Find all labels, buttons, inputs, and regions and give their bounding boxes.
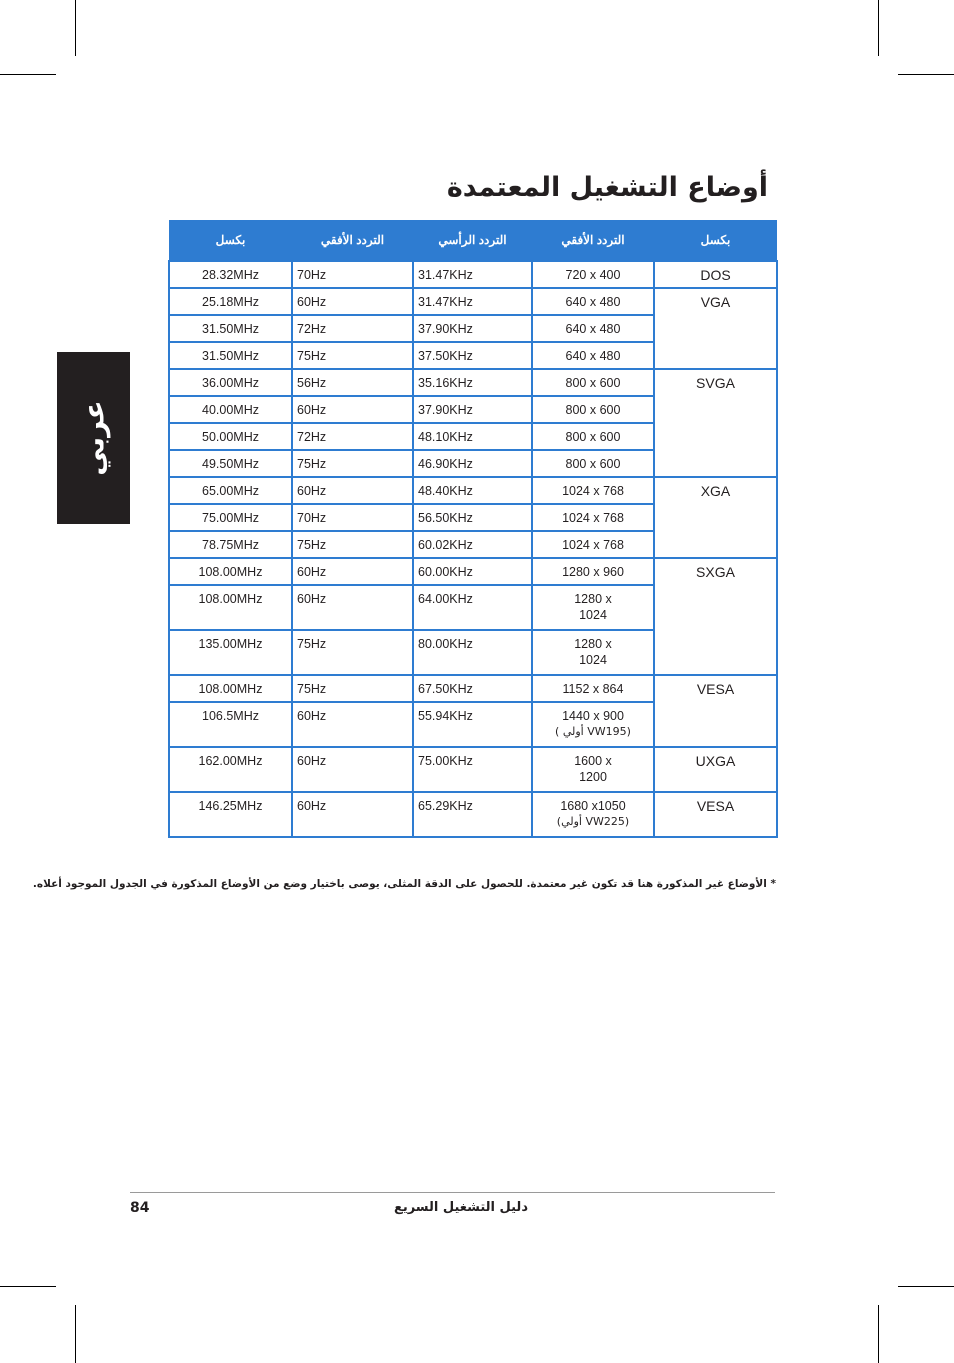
vertical-freq-cell: 60Hz xyxy=(292,747,413,792)
resolution-text: 1280 x 1024 xyxy=(574,637,612,667)
pixel-clock-cell: 106.5MHz xyxy=(169,702,292,747)
header-cell: بكسل xyxy=(169,220,292,261)
resolution-cell: 800 x 600 xyxy=(532,423,654,450)
resolution-text: 1440 x 900 xyxy=(562,709,624,723)
resolution-text: 1280 x 1024 xyxy=(574,592,612,622)
pixel-clock-cell: 40.00MHz xyxy=(169,396,292,423)
crop-mark xyxy=(878,0,879,56)
resolution-cell xyxy=(532,702,654,747)
horizontal-freq-cell: 37.90KHz xyxy=(413,396,532,423)
pixel-clock-cell: 78.75MHz xyxy=(169,531,292,558)
vertical-freq-cell: 75Hz xyxy=(292,342,413,369)
vertical-freq-cell: 75Hz xyxy=(292,675,413,702)
vertical-freq-cell: 60Hz xyxy=(292,585,413,630)
mode-cell: SVGA xyxy=(654,369,777,477)
pixel-clock-cell: 135.00MHz xyxy=(169,630,292,675)
horizontal-freq-cell: 65.29KHz xyxy=(413,792,532,837)
table-row xyxy=(169,369,777,396)
vertical-freq-cell: 60Hz xyxy=(292,558,413,585)
pixel-clock-cell: 25.18MHz xyxy=(169,288,292,315)
table-row xyxy=(169,288,777,315)
header-cell: بكسل xyxy=(654,220,777,261)
vertical-freq-cell: 60Hz xyxy=(292,792,413,837)
header-cell: التردد الأفقي xyxy=(532,220,654,261)
footnote: * الأوضاع غير المذكورة هنا قد تكون غير معتمدة. للحصول على الدقة المثلى، يوصى باختيار وضع من الأوضاع المذكورة في الجدول الموجود أعلاه. xyxy=(32,878,776,890)
vertical-freq-cell: 75Hz xyxy=(292,450,413,477)
crop-mark xyxy=(0,1286,56,1287)
pixel-clock-cell: 28.32MHz xyxy=(169,261,292,288)
display-modes-table xyxy=(168,220,778,838)
vertical-freq-cell: 60Hz xyxy=(292,477,413,504)
pixel-clock-cell: 50.00MHz xyxy=(169,423,292,450)
footer-title: دليل التشغيل السريع xyxy=(393,1200,528,1215)
mode-cell: VESA xyxy=(654,792,777,837)
resolution-cell: 640 x 480 xyxy=(532,288,654,315)
pixel-clock-cell: 162.00MHz xyxy=(169,747,292,792)
resolution-cell: 640 x 480 xyxy=(532,315,654,342)
horizontal-freq-cell: 56.50KHz xyxy=(413,504,532,531)
horizontal-freq-cell: 60.02KHz xyxy=(413,531,532,558)
resolution-cell xyxy=(532,747,654,792)
horizontal-freq-cell: 55.94KHz xyxy=(413,702,532,747)
resolution-cell: 1024 x 768 xyxy=(532,477,654,504)
pixel-clock-cell: 31.50MHz xyxy=(169,342,292,369)
pixel-clock-cell: 146.25MHz xyxy=(169,792,292,837)
crop-mark xyxy=(0,74,56,75)
pixel-clock-cell: 108.00MHz xyxy=(169,585,292,630)
horizontal-freq-cell: 64.00KHz xyxy=(413,585,532,630)
crop-mark xyxy=(878,1305,879,1363)
resolution-cell: 800 x 600 xyxy=(532,450,654,477)
mode-cell: SXGA xyxy=(654,558,777,675)
horizontal-freq-cell: 31.47KHz xyxy=(413,288,532,315)
resolution-text: 1680 x1050 xyxy=(560,799,626,813)
table-header-row xyxy=(169,220,777,261)
footer-divider xyxy=(130,1192,775,1193)
vertical-freq-cell: 60Hz xyxy=(292,396,413,423)
resolution-cell: 720 x 400 xyxy=(532,261,654,288)
table-row xyxy=(169,261,777,288)
resolution-text: 1600 x 1200 xyxy=(574,754,612,784)
vertical-freq-cell: 60Hz xyxy=(292,288,413,315)
pixel-clock-cell: 108.00MHz xyxy=(169,675,292,702)
table-row xyxy=(169,675,777,702)
resolution-cell xyxy=(532,792,654,837)
vertical-freq-cell: 72Hz xyxy=(292,315,413,342)
crop-mark xyxy=(75,1305,76,1363)
horizontal-freq-cell: 37.50KHz xyxy=(413,342,532,369)
horizontal-freq-cell: 80.00KHz xyxy=(413,630,532,675)
header-cell: التردد الأفقي xyxy=(292,220,413,261)
pixel-clock-cell: 36.00MHz xyxy=(169,369,292,396)
page-title: أوضاع التشغيل المعتمدة xyxy=(446,172,768,203)
table-row xyxy=(169,558,777,585)
mode-cell: DOS xyxy=(654,261,777,288)
pixel-clock-cell: 65.00MHz xyxy=(169,477,292,504)
horizontal-freq-cell: 46.90KHz xyxy=(413,450,532,477)
horizontal-freq-cell: 60.00KHz xyxy=(413,558,532,585)
horizontal-freq-cell: 37.90KHz xyxy=(413,315,532,342)
language-tab xyxy=(57,352,130,524)
vertical-freq-cell: 70Hz xyxy=(292,261,413,288)
resolution-cell: 640 x 480 xyxy=(532,342,654,369)
crop-mark xyxy=(75,0,76,56)
horizontal-freq-cell: 31.47KHz xyxy=(413,261,532,288)
table-row xyxy=(169,477,777,504)
pixel-clock-cell: 31.50MHz xyxy=(169,315,292,342)
resolution-cell: 800 x 600 xyxy=(532,369,654,396)
mode-cell: XGA xyxy=(654,477,777,558)
resolution-cell: 1280 x 960 xyxy=(532,558,654,585)
mode-cell: UXGA xyxy=(654,747,777,792)
table-row xyxy=(169,747,777,792)
horizontal-freq-cell: 35.16KHz xyxy=(413,369,532,396)
resolution-cell: 800 x 600 xyxy=(532,396,654,423)
horizontal-freq-cell: 75.00KHz xyxy=(413,747,532,792)
horizontal-freq-cell: 48.40KHz xyxy=(413,477,532,504)
resolution-cell: 1024 x 768 xyxy=(532,504,654,531)
resolution-cell: 1024 x 768 xyxy=(532,531,654,558)
vertical-freq-cell: 70Hz xyxy=(292,504,413,531)
horizontal-freq-cell: 48.10KHz xyxy=(413,423,532,450)
header-cell: التردد الرأسي xyxy=(413,220,532,261)
crop-mark xyxy=(898,74,954,75)
crop-mark xyxy=(898,1286,954,1287)
vertical-freq-cell: 56Hz xyxy=(292,369,413,396)
language-tab-label: عربي xyxy=(77,400,110,476)
vertical-freq-cell: 75Hz xyxy=(292,531,413,558)
resolution-cell: 1152 x 864 xyxy=(532,675,654,702)
vertical-freq-cell: 60Hz xyxy=(292,702,413,747)
table-row xyxy=(169,792,777,837)
pixel-clock-cell: 108.00MHz xyxy=(169,558,292,585)
resolution-cell xyxy=(532,585,654,630)
resolution-cell xyxy=(532,630,654,675)
mode-cell: VESA xyxy=(654,675,777,747)
pixel-clock-cell: 49.50MHz xyxy=(169,450,292,477)
vertical-freq-cell: 75Hz xyxy=(292,630,413,675)
mode-cell: VGA xyxy=(654,288,777,369)
horizontal-freq-cell: 67.50KHz xyxy=(413,675,532,702)
model-note: (VW195 أولي ) xyxy=(555,725,631,738)
page-number: 84 xyxy=(130,1200,150,1216)
pixel-clock-cell: 75.00MHz xyxy=(169,504,292,531)
model-note: (VW225 أولي) xyxy=(556,815,630,828)
vertical-freq-cell: 72Hz xyxy=(292,423,413,450)
